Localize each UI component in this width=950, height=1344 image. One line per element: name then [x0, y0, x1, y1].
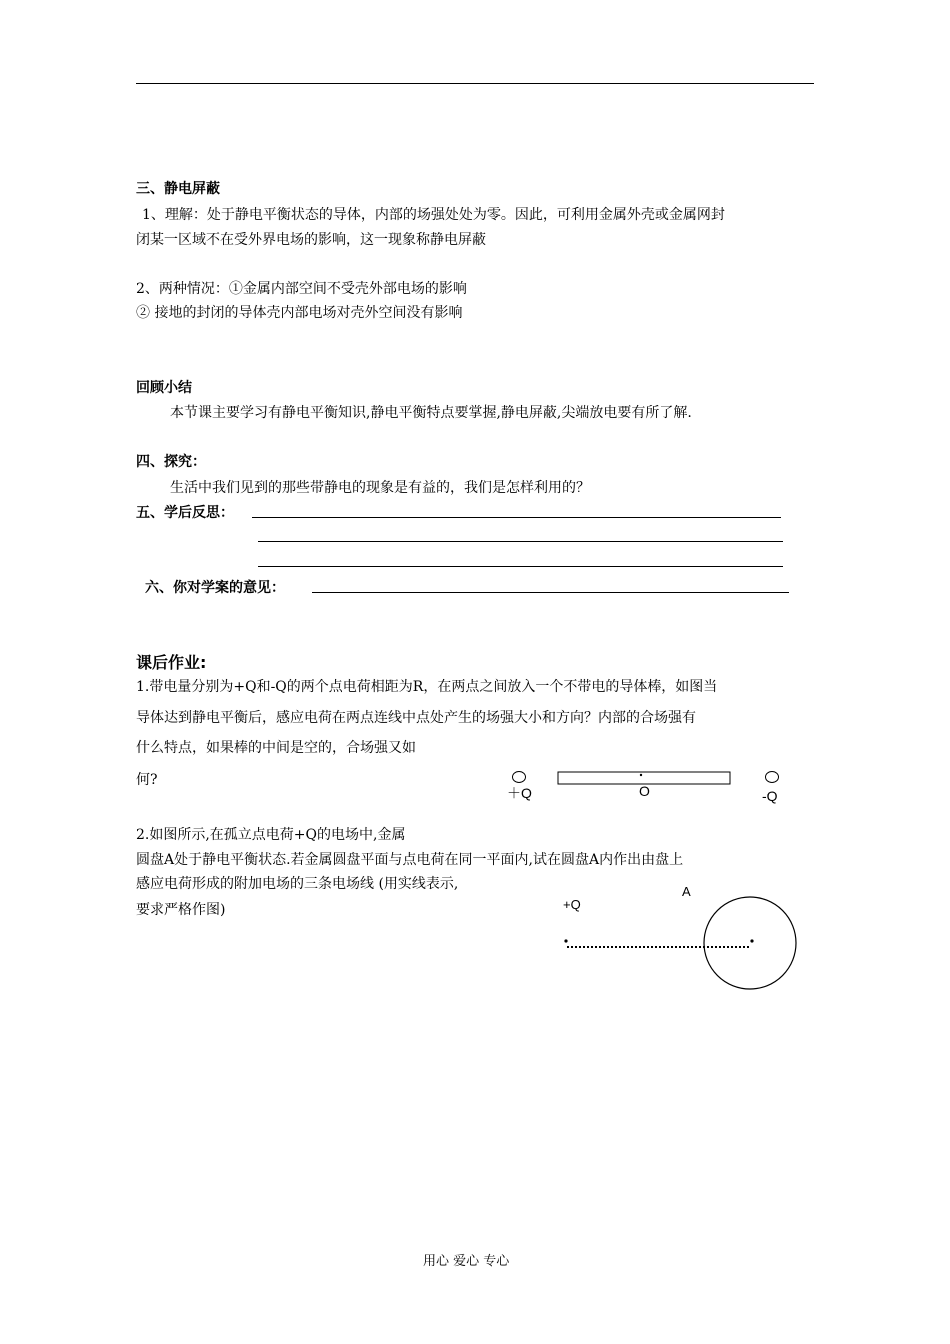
section-3-heading: 三、静电屏蔽: [136, 181, 220, 197]
review-heading: 回顾小结: [136, 380, 192, 396]
section-4-heading: 四、探究：: [136, 454, 206, 470]
homework-heading: 课后作业:: [136, 653, 207, 672]
review-text: 本节课主要学习有静电平衡知识,静电平衡特点要掌握,静电屏蔽,尖端放电要有所了解.: [170, 405, 692, 421]
reflection-line-2[interactable]: [258, 541, 783, 542]
question-1-line-4: 何?: [136, 772, 158, 788]
question-1-line-2: 导体达到静电平衡后，感应电荷在两点连线中点处产生的场强大小和方向？内部的合场强有: [136, 710, 696, 726]
question-2-line-1: 2.如图所示,在孤立点电荷+Q的电场中,金属: [136, 827, 406, 843]
disk-label: A: [682, 884, 691, 899]
feedback-line[interactable]: [312, 592, 789, 593]
reflection-line-3[interactable]: [258, 566, 783, 567]
section-4-text: 生活中我们见到的那些带静电的现象是有益的，我们是怎样利用的？: [170, 480, 590, 496]
question-2-line-2: 圆盘A处于静电平衡状态.若金属圆盘平面与点电荷在同一平面内,试在圆盘A内作出由盘上: [136, 852, 684, 868]
midpoint-label: O: [639, 783, 650, 799]
footer-text: 用心 爱心 专心: [423, 1254, 510, 1269]
question-2-line-4: 要求严格作图): [136, 902, 226, 918]
point-charge-label: +Q: [563, 897, 581, 912]
section-3-paragraph-1-line-1: 1、理解：处于静电平衡状态的导体，内部的场强处处为零。因此，可利用金属外壳或金属网封: [142, 207, 725, 223]
header-rule: [136, 83, 814, 84]
section-3-paragraph-2-line-1: 2、两种情况：①金属内部空间不受壳外部电场的影响: [136, 281, 467, 297]
metal-disk-a: [704, 897, 796, 989]
question-1-line-3: 什么特点，如果棒的中间是空的，合场强又如: [136, 740, 416, 756]
positive-charge-circle: [513, 772, 526, 783]
midpoint-dot: [640, 774, 642, 776]
positive-charge-label: ＋Q: [507, 785, 532, 801]
section-3-paragraph-1-line-2: 闭某一区域不在受外界电场的影响，这一现象称静电屏蔽: [136, 232, 486, 248]
section-3-paragraph-2-line-2: ② 接地的封闭的导体壳内部电场对壳外空间没有影响: [136, 305, 463, 321]
section-5-heading: 五、学后反思：: [136, 505, 234, 521]
negative-charge-label: -Q: [762, 788, 778, 804]
disk-center-dot: [750, 939, 753, 942]
negative-charge-circle: [766, 772, 779, 783]
question-1-line-1: 1.带电量分别为+Q和-Q的两个点电荷相距为R，在两点之间放入一个不带电的导体棒，如图当: [136, 679, 718, 695]
question-2-line-3: 感应电荷形成的附加电场的三条电场线 (用实线表示,: [136, 876, 459, 892]
reflection-line-1[interactable]: [252, 517, 781, 518]
point-charge-dot: [564, 939, 567, 942]
section-6-heading: 六、你对学案的意见：: [145, 580, 285, 596]
